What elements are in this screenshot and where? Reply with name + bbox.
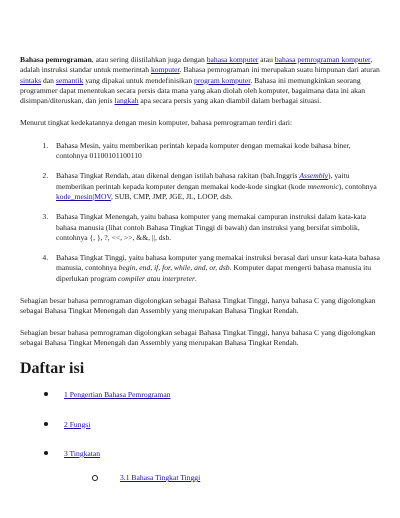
levels-intro: Menurut tingkat kedekatannya dengan mesin komputer, bahasa pemrograman terdiri dari: bbox=[20, 118, 293, 128]
toc-item bbox=[44, 390, 382, 400]
link-assembly[interactable] bbox=[299, 171, 328, 180]
intro-text-1: , atau sering diistilahkan juga dengan bbox=[91, 55, 207, 64]
level-2-text-d: , SUB, CMP, JMP, JGE, JL, LOOP, dsb. bbox=[110, 191, 233, 201]
intro-text-2: atau bbox=[258, 55, 275, 64]
toc-heading: Daftar isi bbox=[20, 360, 85, 378]
list-item bbox=[50, 212, 382, 243]
link-program-komputer[interactable]: program komputer bbox=[194, 75, 251, 85]
link-komputer[interactable]: komputer bbox=[150, 65, 180, 75]
toc-link-pengertian[interactable]: 1 Pengertian Bahasa Pemrograman bbox=[64, 390, 171, 400]
bullet-icon bbox=[44, 451, 48, 455]
link-bahasa-pemrograman-komputer[interactable]: bahasa pemrograman komputer bbox=[274, 55, 371, 64]
intro-term: Bahasa pemrograman bbox=[20, 55, 92, 64]
level-2-text-b: ), yaitu memberikan perintah kepada komputer dengan memakai kode-kode singkat (kode bbox=[56, 171, 350, 191]
level-3-text: Bahasa Tingkat Menengah, yaitu bahasa komputer yang memakai campuran instruksi dalam kata-kata bahasa manusia (lihat contoh Bahasa Tingkat Tinggi di bawah) dan instruksi yang bersifat simbolik, contohnya {, }, ?, <<, >>, &&, ||, dsb. bbox=[56, 212, 366, 242]
intro-text-8: apa secara persis yang akan diambil dalam berbagai situasi. bbox=[138, 96, 322, 106]
toc-link-tingkatan[interactable]: 3 Tingkatan bbox=[64, 448, 101, 458]
levels-list bbox=[20, 141, 382, 284]
link-kode-mesin-mov[interactable]: kode_mesin|MOV bbox=[56, 191, 111, 201]
list-item bbox=[50, 171, 382, 202]
assembly-term: Assembly bbox=[299, 171, 329, 181]
toc-subitem bbox=[92, 473, 382, 483]
link-sintaks[interactable]: sintaks bbox=[20, 75, 42, 85]
link-bahasa-komputer[interactable]: bahasa komputer bbox=[206, 55, 259, 64]
intro-text-4: . Bahasa pemrograman ini merupakan suatu himpunan dari aturan bbox=[179, 65, 380, 75]
intro-text-6: yang dipakai untuk mendefinisikan bbox=[83, 75, 195, 85]
circle-bullet-icon bbox=[92, 475, 98, 481]
intro-paragraph bbox=[20, 55, 382, 106]
link-langkah[interactable]: langkah bbox=[114, 96, 139, 106]
article-content bbox=[20, 55, 382, 502]
bullet-icon bbox=[44, 422, 48, 426]
toc-sublist bbox=[64, 473, 382, 483]
toc-list bbox=[20, 390, 382, 483]
intro-text-7: . Bahasa ini memungkinkan seorang programmer dapat menentukan secara persis data mana yang akan diolah oleh komputer, bagaimana data ini akan disimpan/diteruskan, dan jenis bbox=[20, 75, 366, 106]
compiler-term: compiler atau interpreter bbox=[118, 273, 195, 283]
toc-link-fungsi[interactable]: 2 Fungsi bbox=[64, 419, 91, 429]
intro-text-3: , adalah instruksi standar untuk memerintah bbox=[20, 55, 373, 75]
list-item bbox=[50, 253, 382, 284]
level-2-text-a: Bahasa Tingkat Rendah, atau dikenal dengan istilah bahasa rakitan (bah.Inggris bbox=[56, 171, 300, 181]
toc-item bbox=[44, 449, 382, 484]
list-item bbox=[50, 141, 382, 162]
mnemonic-term: mnemonic bbox=[307, 181, 339, 191]
keyword-examples: begin, end, if, for, while, and, or, dsb. bbox=[118, 263, 232, 273]
note-paragraph-2: Sebagian besar bahasa pemrograman digolongkan sebagai Bahasa Tingkat Tinggi, hanya bahasa C yang digolongkan sebagai Bahasa Tingkat Menengah dan Assembly yang merupakan Bahasa Tingkat Rendah. bbox=[20, 327, 376, 347]
bullet-icon bbox=[44, 392, 48, 396]
level-4-text-a: Bahasa Tingkat Tinggi, yaitu bahasa komputer yang memakai instruksi berasal dari unsur kata-kata bahasa manusia, contohnya bbox=[56, 253, 380, 273]
level-4-text-c: . bbox=[194, 273, 197, 283]
level-2-text-c: ), contohnya bbox=[338, 181, 377, 191]
note-paragraph-1: Sebagian besar bahasa pemrograman digolongkan sebagai Bahasa Tingkat Tinggi, hanya bahasa C yang digolongkan sebagai Bahasa Tingkat Menengah dan Assembly yang merupakan Bahasa Tingkat Rendah. bbox=[20, 296, 376, 316]
toc-link-bahasa-tingkat-tinggi[interactable]: 3.1 Bahasa Tingkat Tinggi bbox=[120, 473, 201, 483]
intro-text-5: dan bbox=[41, 75, 56, 85]
level-4-text-b: Komputer dapat mengerti bahasa manusia itu diperlukan program bbox=[56, 263, 372, 283]
link-semantik[interactable]: semantik bbox=[55, 75, 84, 85]
toc-item bbox=[44, 420, 382, 430]
level-1-text: Bahasa Mesin, yaitu memberikan perintah kepada komputer dengan memakai kode bahasa biner, contohnya 01100101100110 bbox=[56, 140, 351, 161]
